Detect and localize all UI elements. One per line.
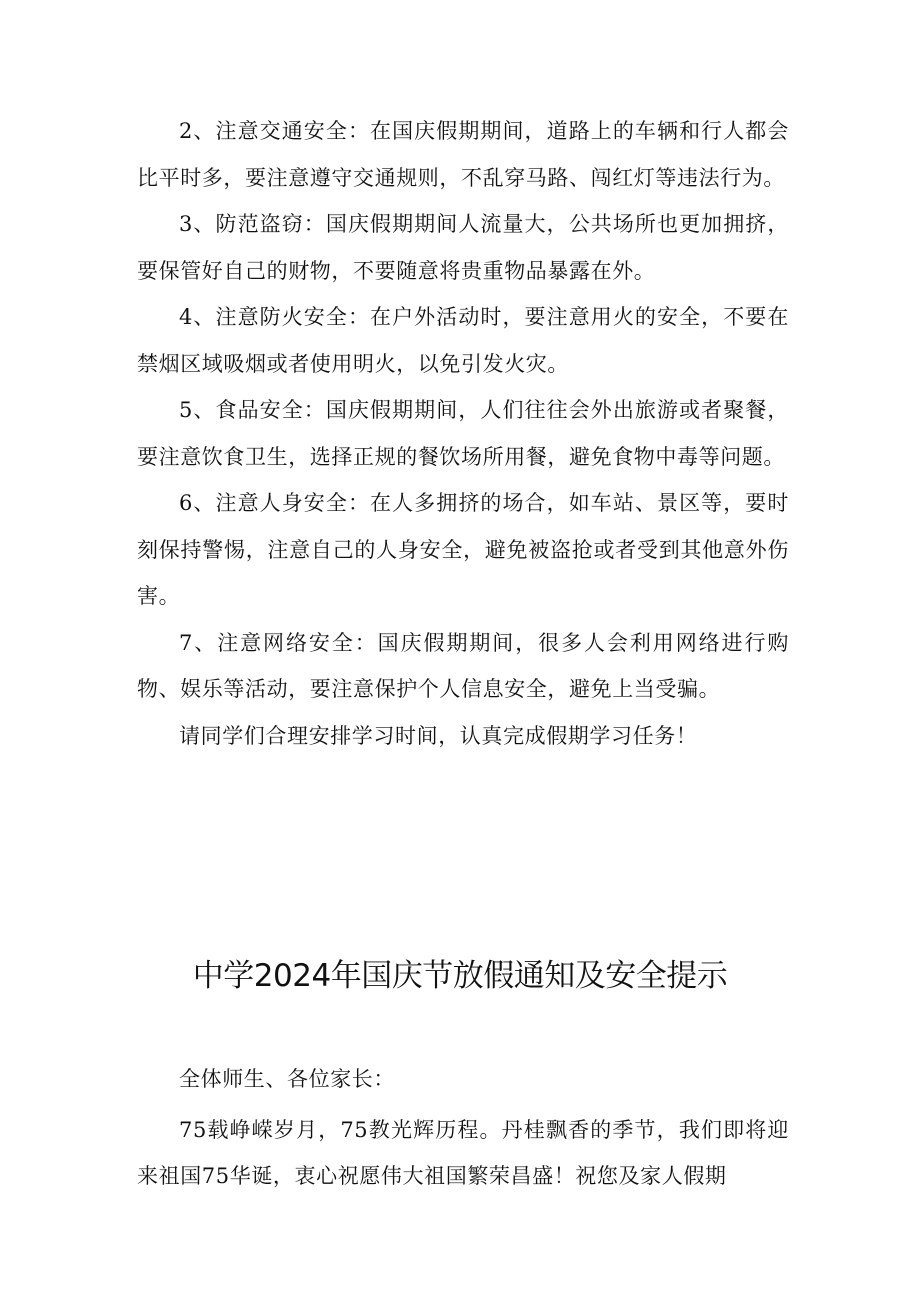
notice-body bbox=[137, 1056, 789, 1200]
tip-network-safety: 7、注意网络安全：国庆假期期间，很多人会利用网络进行购物、娱乐等活动，要注意保护个人信息安全，避免上当受骗。 bbox=[137, 630, 789, 701]
safety-tips-section bbox=[137, 108, 789, 759]
document-title: 中学2024年国庆节放假通知及安全提示 bbox=[192, 958, 728, 994]
intro-paragraph: 75载峥嵘岁月，75教光辉历程。丹桂飘香的季节，我们即将迎来祖国75华诞，衷心祝愿伟大祖国繁荣昌盛！祝您及家人假期 bbox=[137, 1117, 789, 1188]
salutation: 全体师生、各位家长： bbox=[179, 1067, 395, 1091]
tip-fire-safety: 4、注意防火安全：在户外活动时，要注意用火的安全，不要在禁烟区域吸烟或者使用明火，以免引发火灾。 bbox=[137, 305, 789, 376]
tip-theft-prevention: 3、防范盗窃：国庆假期期间人流量大，公共场所也更加拥挤，要保管好自己的财物，不要随意将贵重物品暴露在外。 bbox=[137, 212, 789, 283]
tip-traffic-safety: 2、注意交通安全：在国庆假期期间，道路上的车辆和行人都会比平时多，要注意遵守交通规则，不乱穿马路、闯红灯等违法行为。 bbox=[137, 119, 789, 190]
closing-reminder: 请同学们合理安排学习时间，认真完成假期学习任务！ bbox=[179, 723, 698, 748]
tip-food-safety: 5、食品安全：国庆假期期间，人们往往会外出旅游或者聚餐，要注意饮食卫生，选择正规的餐饮场所用餐，避免食物中毒等问题。 bbox=[137, 398, 789, 469]
tip-personal-safety: 6、注意人身安全：在人多拥挤的场合，如车站、景区等，要时刻保持警惕，注意自己的人身安全，避免被盗抢或者受到其他意外伤害。 bbox=[137, 491, 789, 608]
